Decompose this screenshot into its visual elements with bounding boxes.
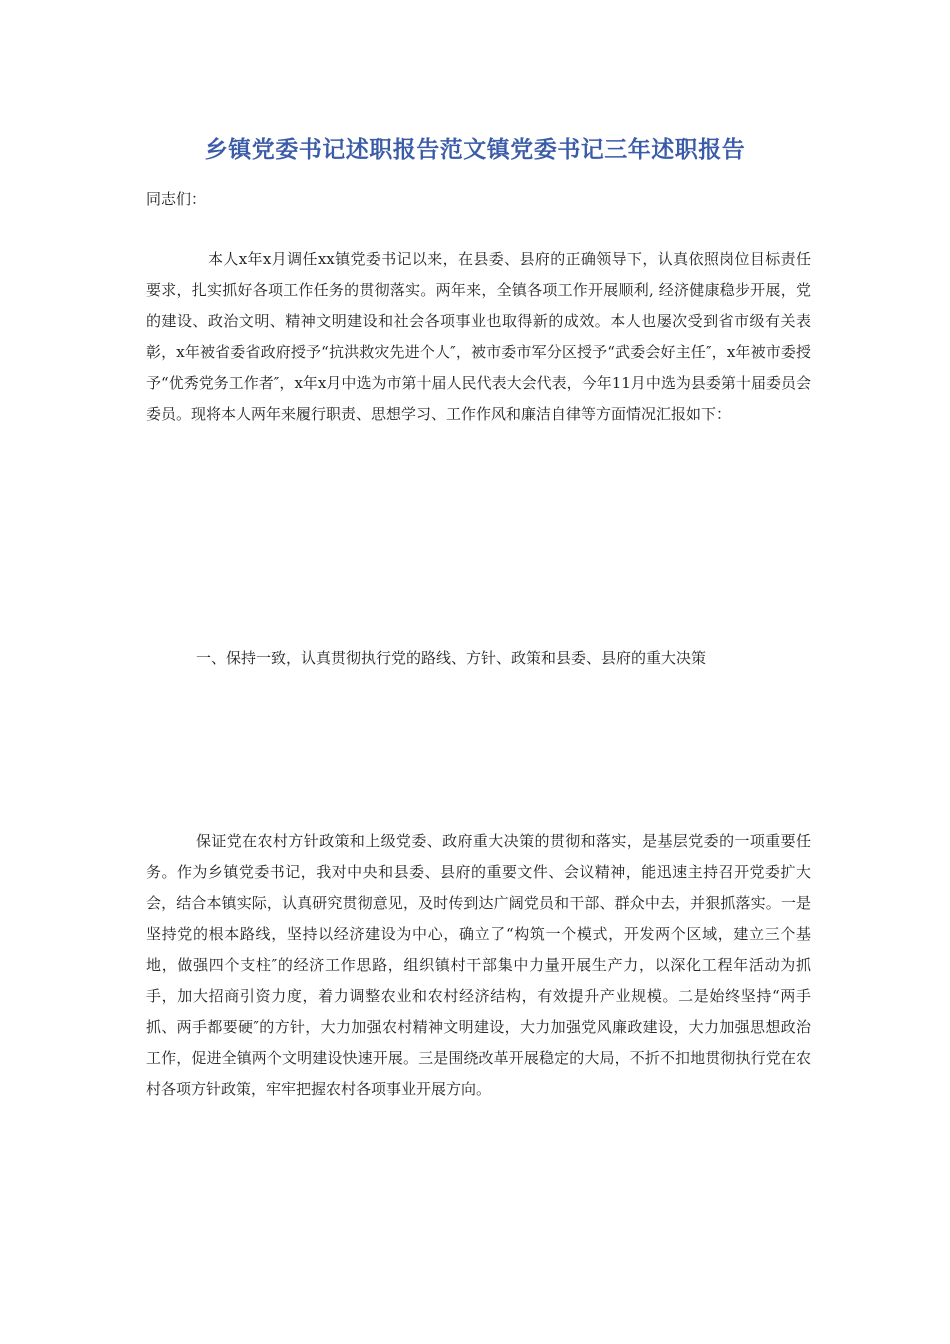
section-paragraph: 保证党在农村方针政策和上级党委、政府重大决策的贯彻和落实，是基层党委的一项重要任务。作为乡镇党委书记，我对中央和县委、县府的重要文件、会议精神，能迅速主持召开党委扩大会，结合本镇实际，认真研究贯彻意见，及时传到达广阔党员和干部、群众中去，并狠抓落实。一是坚持党的根本路线，坚持以经济建设为中心，确立了“构筑一个模式，开发两个区域，建立三个基地，做强四个支柱″的经济工作思路，组织镇村干部集中力量开展生产力，以深化工程年活动为抓手，加大招商引资力度，着力调整农业和农村经济结构，有效提升产业规模。二是始终坚持“两手抓、两手都要硬″的方针，大力加强农村精神文明建设，大力加强党风廉政建设，大力加强思想政治工作，促进全镇两个文明建设快速开展。三是围绕改革开展稳定的大局，不折不扣地贯彻执行党在农村各项方针政策，牢牢把握农村各项事业开展方向。 — [146, 832, 811, 1098]
intro-paragraph: 本人x年x月调任xx镇党委书记以来，在县委、县府的正确领导下，认真依照岗位目标责任要求，扎实抓好各项工作任务的贯彻落实。两年来，全镇各项工作开展顺利, 经济健康稳步开展，党的建设、政治文明、精神文明建设和社会各项事业也取得新的成效。本人也屡次受到省市级有关表彰，x年被省委省政府授予“抗洪救灾先进个人″，被市委市军分区授予“武委会好主任″，x年被市委授予“优秀党务工作者″，x年x月中选为市第十届人民代表大会代表，今年11月中选为县委第十届委员会委员。现将本人两年来履行职责、思想学习、工作作风和廉洁自律等方面情况汇报如下： — [146, 250, 811, 423]
salutation: 同志们： — [146, 190, 207, 208]
section-heading: 一、保持一致，认真贯彻执行党的路线、方针、政策和县委、县府的重大决策 — [196, 649, 707, 667]
document-title: 乡镇党委书记述职报告范文镇党委书记三年述职报告 — [204, 137, 746, 163]
